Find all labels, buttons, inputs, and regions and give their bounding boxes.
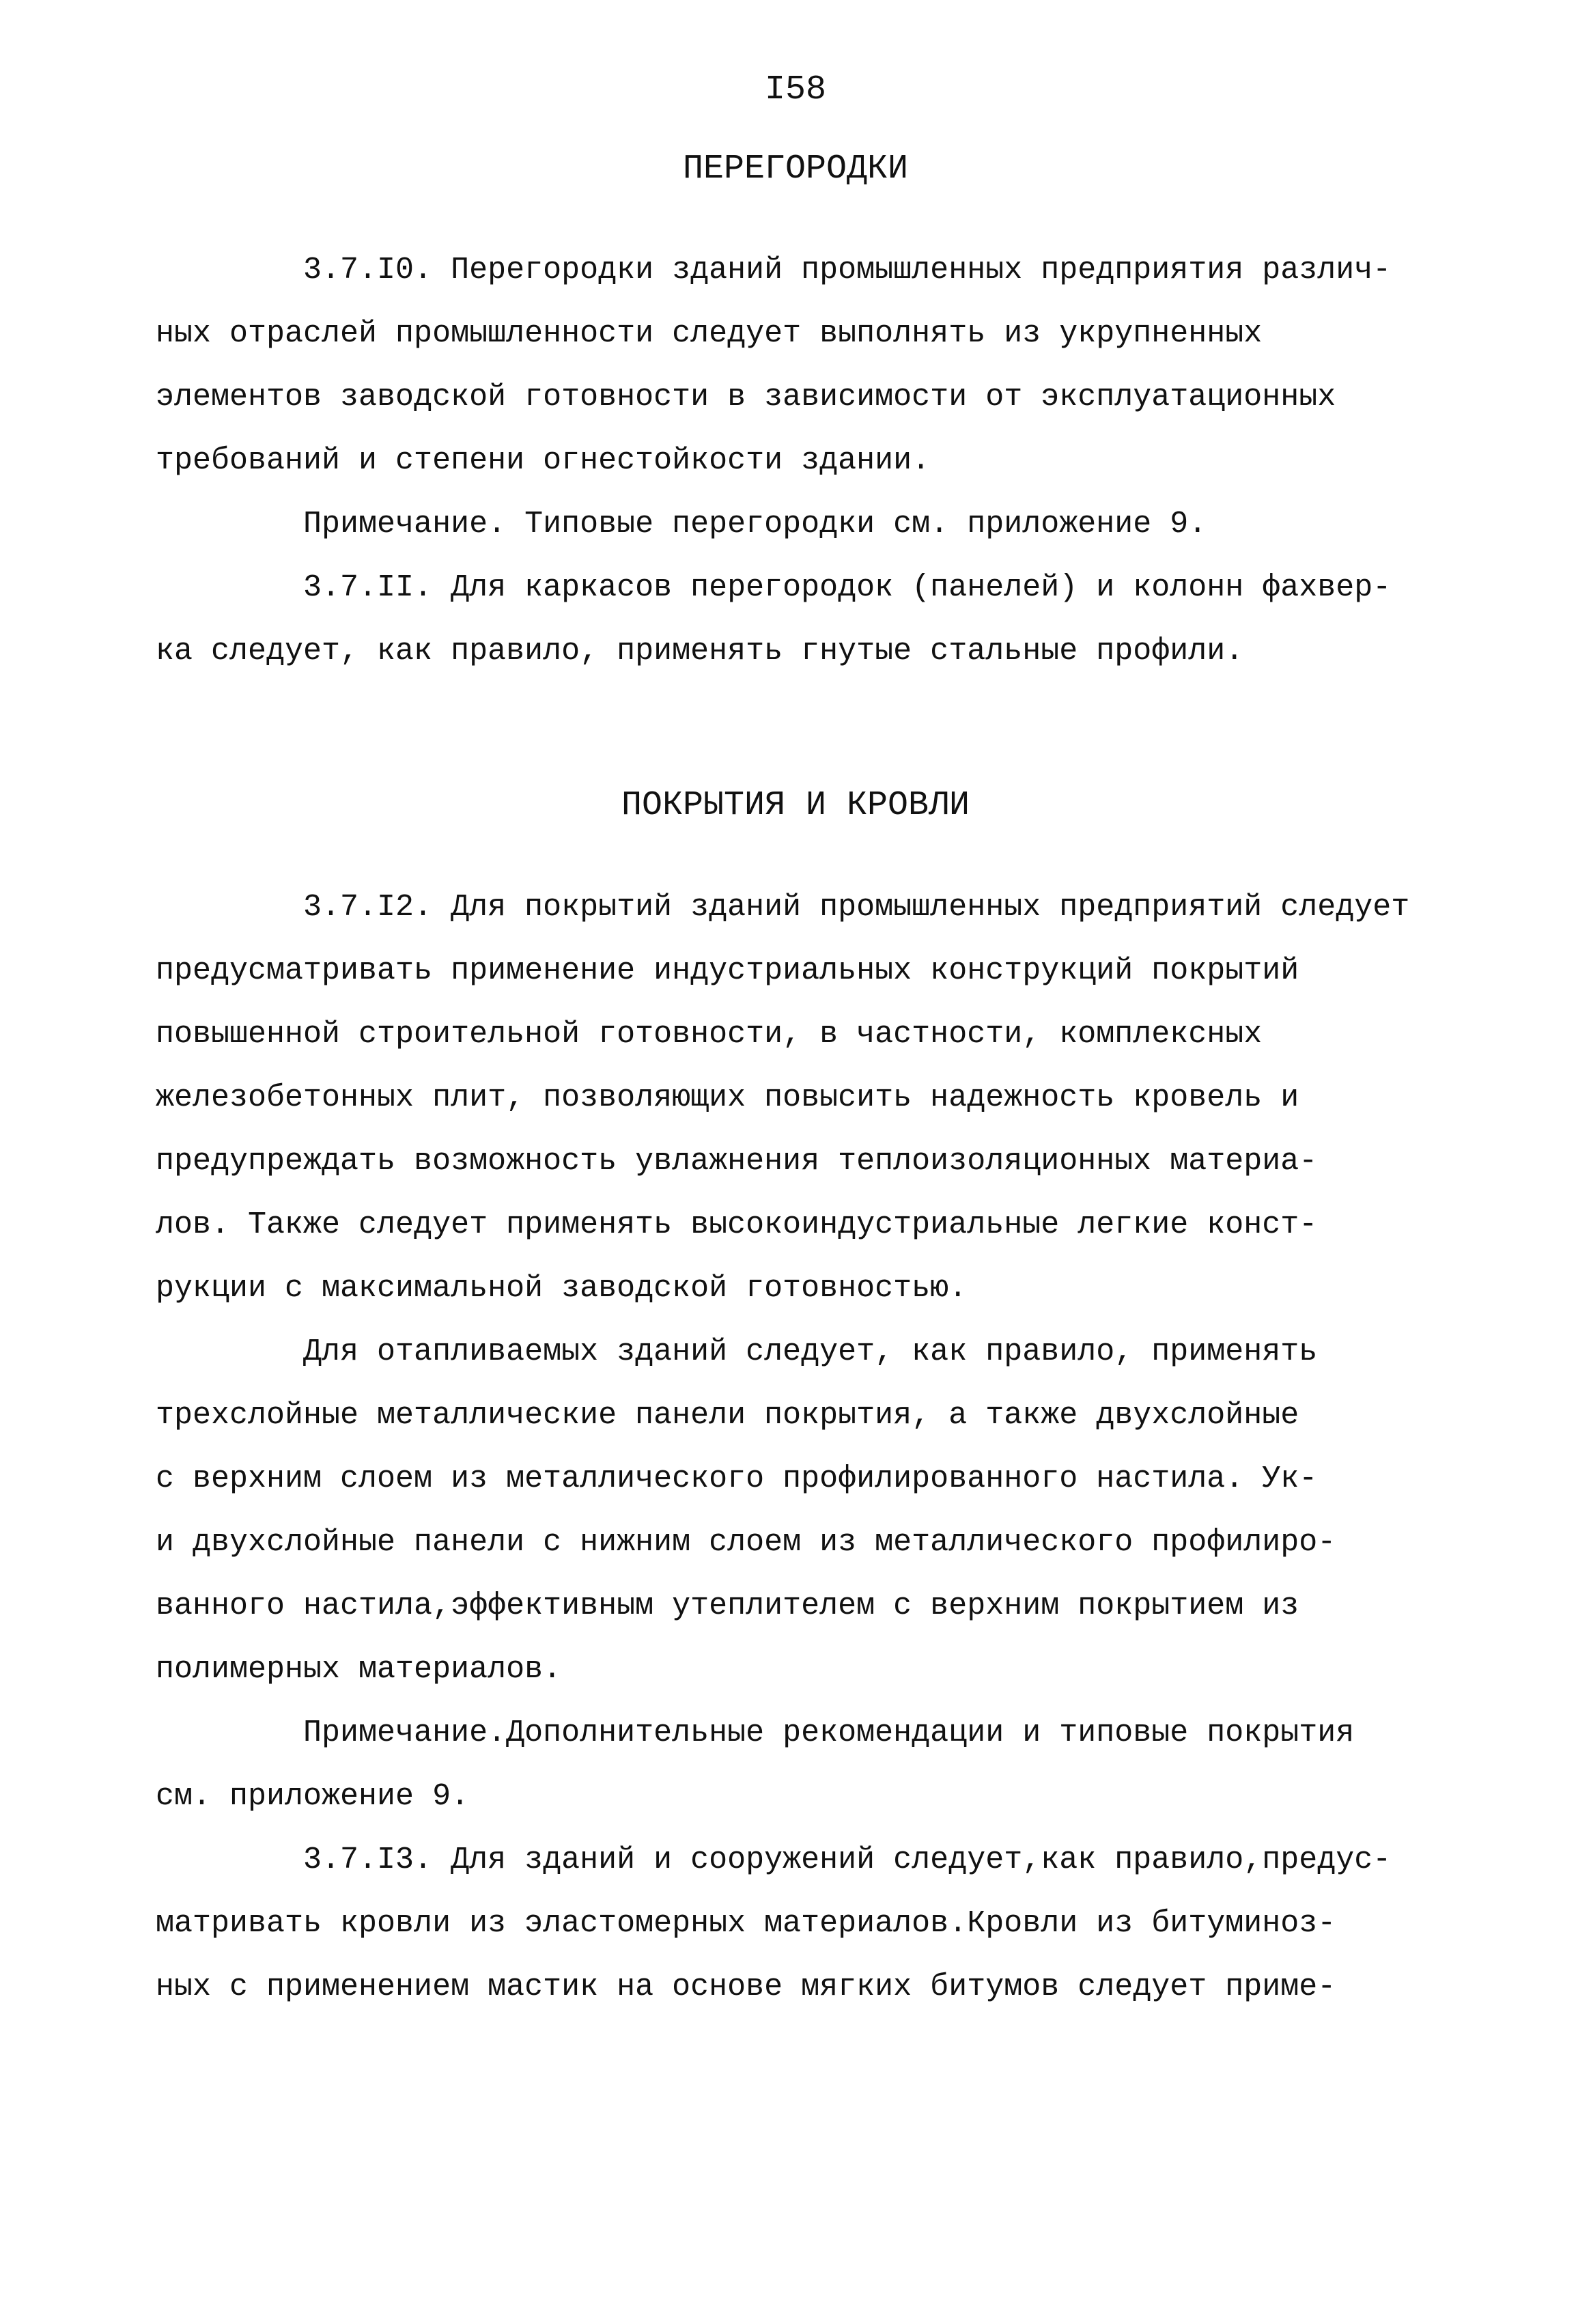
text-line: ванного настила,эффективным утеплителем с верхним покрытием из: [156, 1588, 1299, 1623]
section-title-partitions: ПЕРЕГОРОДКИ: [682, 150, 909, 188]
text-line: 3.7.I2. Для покрытий зданий промышленных предприятий следует: [156, 890, 1410, 925]
text-line: матривать кровли из эластомерных материалов.Кровли из битуминоз-: [156, 1906, 1336, 1941]
text-line: предусматривать применение индустриальных конструкций покрытий: [156, 953, 1299, 988]
text-line: ных с применением мастик на основе мягких битумов следует приме-: [156, 1970, 1336, 2004]
text-line: ных отраслей промышленности следует выполнять из укрупненных: [156, 316, 1263, 351]
text-line: 3.7.I3. Для зданий и сооружений следует,как правило,предус-: [156, 1843, 1392, 1877]
text-line: 3.7.I0. Перегородки зданий промышленных предприятия различ-: [156, 253, 1392, 288]
text-line: полимерных материалов.: [156, 1652, 562, 1687]
text-line: и двухслойные панели с нижним слоем из металлического профилиро-: [156, 1525, 1336, 1560]
text-line: Примечание.Дополнительные рекомендации и типовые покрытия: [156, 1716, 1355, 1750]
text-line: Примечание. Типовые перегородки см. приложение 9.: [156, 507, 1207, 542]
page-number: I58: [764, 70, 826, 109]
text-line: предупреждать возможность увлажнения теплоизоляционных материа-: [156, 1144, 1318, 1179]
section-body-roofs: [156, 876, 1474, 2019]
text-line: ка следует, как правило, применять гнутые стальные профили.: [156, 634, 1244, 669]
text-line: лов. Также следует применять высокоиндустриальные легкие конст-: [156, 1207, 1318, 1242]
text-line: 3.7.II. Для каркасов перегородок (панелей) и колонн фахвер-: [156, 570, 1392, 605]
text-line: элементов заводской готовности в зависимости от эксплуатационных: [156, 380, 1336, 415]
section-body-partitions: [156, 238, 1474, 683]
text-line: Для отапливаемых зданий следует, как правило, применять: [156, 1334, 1318, 1369]
text-line: с верхним слоем из металлического профилированного настила. Ук-: [156, 1461, 1318, 1496]
text-line: трехслойные металлические панели покрытия, а также двухслойные: [156, 1398, 1299, 1433]
text-line: железобетонных плит, позволяющих повысить надежность кровель и: [156, 1080, 1299, 1115]
section-title-roofs: ПОКРЫТИЯ И КРОВЛИ: [621, 786, 970, 825]
text-line: требований и степени огнестойкости здании.: [156, 443, 931, 478]
text-line: повышенной строительной готовности, в частности, комплексных: [156, 1017, 1263, 1052]
text-line: рукции с максимальной заводской готовностью.: [156, 1271, 968, 1306]
text-line: см. приложение 9.: [156, 1779, 470, 1814]
